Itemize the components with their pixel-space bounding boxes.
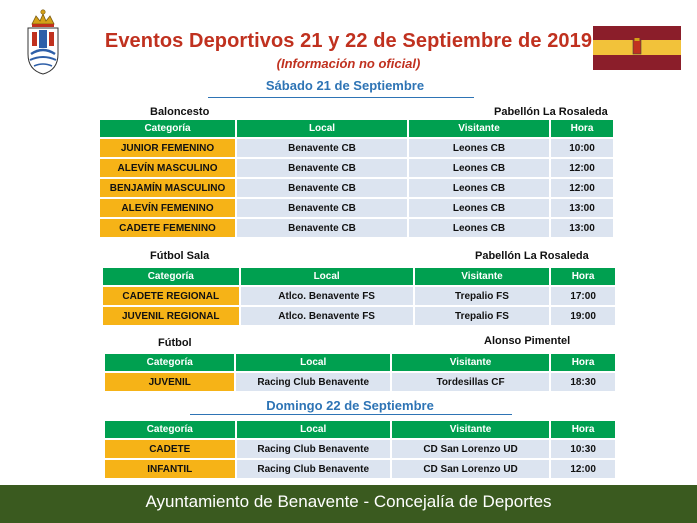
table-row: [103, 307, 615, 325]
hora-cell: 19:00: [551, 307, 615, 325]
header-visitante: Visitante: [409, 120, 549, 137]
header-hora: Hora: [551, 421, 615, 438]
saturday-heading-underline: [208, 97, 474, 98]
futbol-sala-table: [101, 266, 617, 327]
futbol-sala-venue: Pabellón La Rosaleda: [475, 250, 589, 262]
categoria-cell: JUVENIL REGIONAL: [103, 307, 239, 325]
header-local: Local: [236, 354, 389, 371]
local-cell: Racing Club Benavente: [236, 373, 389, 391]
hora-cell: 18:30: [551, 373, 615, 391]
table-row: [100, 139, 613, 157]
table-row: [105, 373, 615, 391]
baloncesto-label: Baloncesto: [150, 106, 210, 118]
header-hora: Hora: [551, 120, 613, 137]
categoria-cell: ALEVÍN FEMENINO: [100, 199, 235, 217]
categoria-cell: CADETE FEMENINO: [100, 219, 235, 237]
hora-cell: 13:00: [551, 219, 613, 237]
local-cell: Benavente CB: [237, 219, 407, 237]
header-categoria: Categoría: [103, 268, 239, 285]
hora-cell: 12:00: [551, 179, 613, 197]
table-row: [100, 199, 613, 217]
hora-cell: 12:00: [551, 159, 613, 177]
visitante-cell: Trepalio FS: [415, 287, 549, 305]
page-title: Eventos Deportivos 21 y 22 de Septiembre de 2019: [104, 30, 593, 52]
futbol-table: [103, 352, 617, 393]
hora-cell: 17:00: [551, 287, 615, 305]
table-row: [105, 460, 615, 478]
sunday-heading: Domingo 22 de Septiembre: [266, 398, 434, 413]
sunday-table: [103, 419, 617, 480]
local-cell: Benavente CB: [237, 139, 407, 157]
categoria-cell: CADETE: [105, 440, 235, 458]
local-cell: Benavente CB: [237, 159, 407, 177]
futbol-label: Fútbol: [158, 337, 192, 349]
header-hora: Hora: [551, 354, 615, 371]
local-cell: Atlco. Benavente FS: [241, 287, 413, 305]
categoria-cell: CADETE REGIONAL: [103, 287, 239, 305]
page-subtitle: (Información no oficial): [276, 56, 421, 71]
visitante-cell: CD San Lorenzo UD: [392, 440, 549, 458]
header-hora: Hora: [551, 268, 615, 285]
sunday-heading-underline: [190, 414, 512, 415]
footer-text: Ayuntamiento de Benavente - Concejalía de Deportes: [145, 492, 552, 511]
header-local: Local: [237, 120, 407, 137]
local-cell: Atlco. Benavente FS: [241, 307, 413, 325]
hora-cell: 12:00: [551, 460, 615, 478]
header-visitante: Visitante: [392, 354, 549, 371]
categoria-cell: JUVENIL: [105, 373, 234, 391]
categoria-cell: BENJAMÍN MASCULINO: [100, 179, 235, 197]
categoria-cell: INFANTIL: [105, 460, 235, 478]
saturday-heading: Sábado 21 de Septiembre: [265, 78, 425, 93]
table-row: [105, 440, 615, 458]
visitante-cell: Leones CB: [409, 179, 549, 197]
baloncesto-venue: Pabellón La Rosaleda: [494, 106, 608, 118]
visitante-cell: Leones CB: [409, 139, 549, 157]
table-row: [100, 219, 613, 237]
table-header-row: [100, 120, 613, 137]
table-row: [100, 159, 613, 177]
local-cell: Racing Club Benavente: [237, 440, 390, 458]
visitante-cell: Leones CB: [409, 199, 549, 217]
baloncesto-table: [98, 118, 615, 239]
visitante-cell: Leones CB: [409, 159, 549, 177]
table-header-row: [103, 268, 615, 285]
header-categoria: Categoría: [105, 354, 234, 371]
categoria-cell: ALEVÍN MASCULINO: [100, 159, 235, 177]
hora-cell: 13:00: [551, 199, 613, 217]
hora-cell: 10:00: [551, 139, 613, 157]
visitante-cell: Leones CB: [409, 219, 549, 237]
header-local: Local: [237, 421, 390, 438]
visitante-cell: CD San Lorenzo UD: [392, 460, 549, 478]
header-categoria: Categoría: [105, 421, 235, 438]
header-categoria: Categoría: [100, 120, 235, 137]
local-cell: Racing Club Benavente: [237, 460, 390, 478]
categoria-cell: JUNIOR FEMENINO: [100, 139, 235, 157]
table-header-row: [105, 354, 615, 371]
futbol-sala-label: Fútbol Sala: [150, 250, 210, 262]
table-row: [103, 287, 615, 305]
header-visitante: Visitante: [392, 421, 549, 438]
futbol-venue: Alonso Pimentel: [484, 335, 571, 347]
visitante-cell: Tordesillas CF: [392, 373, 549, 391]
visitante-cell: Trepalio FS: [415, 307, 549, 325]
local-cell: Benavente CB: [237, 179, 407, 197]
header-visitante: Visitante: [415, 268, 549, 285]
local-cell: Benavente CB: [237, 199, 407, 217]
header-local: Local: [241, 268, 413, 285]
table-header-row: [105, 421, 615, 438]
hora-cell: 10:30: [551, 440, 615, 458]
table-row: [100, 179, 613, 197]
footer-bar: [0, 485, 697, 523]
